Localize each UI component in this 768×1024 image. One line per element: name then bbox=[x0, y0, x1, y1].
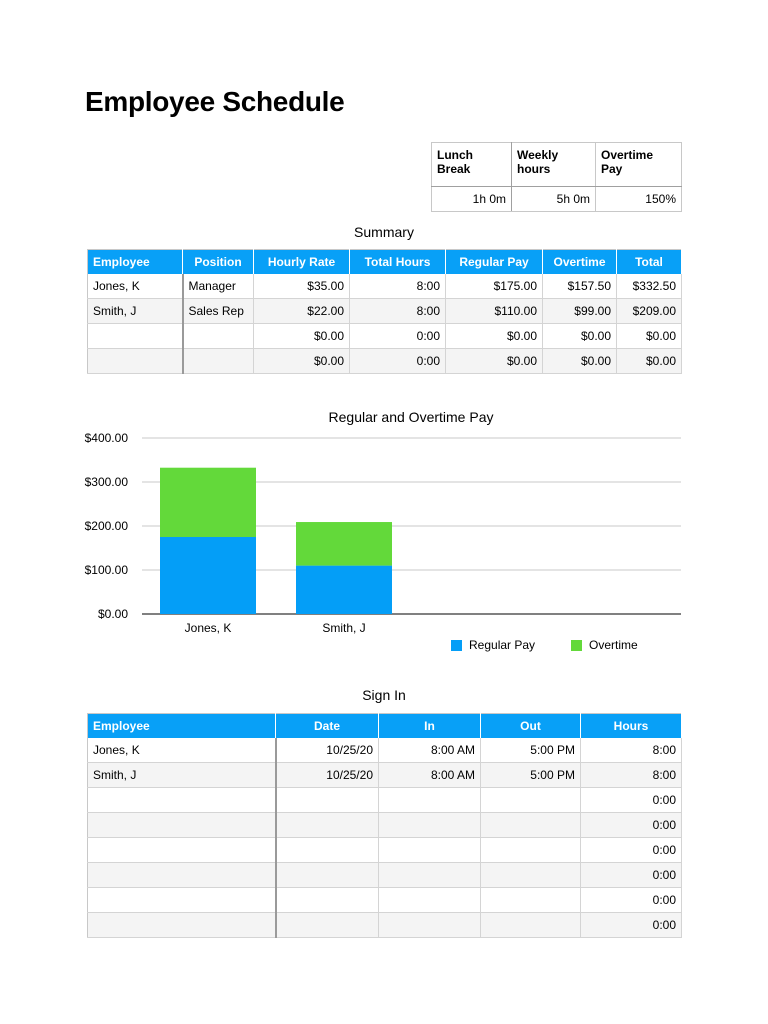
summary-header-row bbox=[88, 250, 682, 275]
y-tick-label: $0.00 bbox=[97, 607, 128, 621]
cell-overtime[interactable]: $157.50 bbox=[543, 274, 617, 299]
cell-hours[interactable]: 8:00 bbox=[581, 763, 682, 788]
cell-overtime[interactable]: $0.00 bbox=[543, 324, 617, 349]
cell-total-hours[interactable]: 8:00 bbox=[350, 299, 446, 324]
cell-out[interactable] bbox=[481, 788, 581, 813]
cell-date[interactable] bbox=[276, 888, 379, 913]
table-row bbox=[88, 763, 682, 788]
cell-employee[interactable]: Jones, K bbox=[88, 274, 183, 299]
header-overtime[interactable]: Overtime bbox=[543, 250, 617, 275]
x-tick-label: Jones, K bbox=[184, 621, 232, 635]
cell-hourly-rate[interactable]: $0.00 bbox=[254, 324, 350, 349]
weekly-hours-value[interactable]: 5h 0m bbox=[512, 187, 596, 212]
cell-in[interactable] bbox=[379, 863, 481, 888]
pay-chart bbox=[0, 400, 768, 665]
cell-employee[interactable] bbox=[88, 888, 276, 913]
signin-title: Sign In bbox=[362, 687, 406, 703]
cell-regular-pay[interactable]: $0.00 bbox=[446, 349, 543, 374]
cell-total[interactable]: $209.00 bbox=[617, 299, 682, 324]
table-row bbox=[88, 913, 682, 938]
cell-in[interactable] bbox=[379, 888, 481, 913]
cell-hourly-rate[interactable]: $0.00 bbox=[254, 349, 350, 374]
table-row bbox=[88, 888, 682, 913]
cell-out[interactable]: 5:00 PM bbox=[481, 738, 581, 763]
cell-total-hours[interactable]: 8:00 bbox=[350, 274, 446, 299]
cell-hours[interactable]: 0:00 bbox=[581, 888, 682, 913]
header-employee[interactable]: Employee bbox=[88, 714, 276, 739]
header-hours[interactable]: Hours bbox=[581, 714, 682, 739]
cell-employee[interactable] bbox=[88, 349, 183, 374]
cell-out[interactable] bbox=[481, 913, 581, 938]
table-row bbox=[88, 813, 682, 838]
cell-regular-pay[interactable]: $0.00 bbox=[446, 324, 543, 349]
header-regular-pay[interactable]: Regular Pay bbox=[446, 250, 543, 275]
cell-employee[interactable] bbox=[88, 813, 276, 838]
cell-position[interactable] bbox=[183, 324, 254, 349]
cell-out[interactable] bbox=[481, 888, 581, 913]
y-tick-label: $200.00 bbox=[84, 519, 128, 533]
table-row bbox=[88, 788, 682, 813]
summary-table bbox=[87, 249, 682, 374]
cell-total-hours[interactable]: 0:00 bbox=[350, 349, 446, 374]
summary-title: Summary bbox=[354, 224, 414, 240]
table-row bbox=[88, 299, 682, 324]
overtime-pay-value[interactable]: 150% bbox=[596, 187, 682, 212]
cell-total[interactable]: $0.00 bbox=[617, 324, 682, 349]
x-tick-label: Smith, J bbox=[322, 621, 366, 635]
lunch-break-header[interactable]: Lunch Break bbox=[432, 143, 512, 187]
chart-title: Regular and Overtime Pay bbox=[328, 409, 494, 425]
cell-regular-pay[interactable]: $110.00 bbox=[446, 299, 543, 324]
signin-header-row bbox=[88, 714, 682, 739]
table-row bbox=[88, 838, 682, 863]
cell-employee[interactable]: Smith, J bbox=[88, 299, 183, 324]
header-employee[interactable]: Employee bbox=[88, 250, 183, 275]
cell-date[interactable]: 10/25/20 bbox=[276, 738, 379, 763]
page-title: Employee Schedule bbox=[85, 86, 345, 117]
cell-position[interactable]: Sales Rep bbox=[183, 299, 254, 324]
cell-hours[interactable]: 0:00 bbox=[581, 913, 682, 938]
table-row bbox=[88, 349, 682, 374]
cell-employee[interactable] bbox=[88, 788, 276, 813]
weekly-hours-header[interactable]: Weekly hours bbox=[512, 143, 596, 187]
bar-regular-pay[interactable] bbox=[160, 537, 256, 614]
table-row bbox=[88, 738, 682, 763]
cell-date[interactable] bbox=[276, 863, 379, 888]
header-total-hours[interactable]: Total Hours bbox=[350, 250, 446, 275]
overtime-pay-header[interactable]: Overtime Pay bbox=[596, 143, 682, 187]
signin-table bbox=[87, 713, 682, 938]
cell-hourly-rate[interactable]: $35.00 bbox=[254, 274, 350, 299]
cell-total[interactable]: $332.50 bbox=[617, 274, 682, 299]
settings-table bbox=[431, 142, 682, 212]
cell-hours[interactable]: 0:00 bbox=[581, 788, 682, 813]
header-position[interactable]: Position bbox=[183, 250, 254, 275]
cell-position[interactable] bbox=[183, 349, 254, 374]
cell-in[interactable]: 8:00 AM bbox=[379, 738, 481, 763]
cell-out[interactable]: 5:00 PM bbox=[481, 763, 581, 788]
cell-employee[interactable] bbox=[88, 324, 183, 349]
y-tick-label: $300.00 bbox=[84, 475, 128, 489]
legend-label: Overtime bbox=[589, 638, 638, 652]
cell-position[interactable]: Manager bbox=[183, 274, 254, 299]
cell-out[interactable] bbox=[481, 863, 581, 888]
cell-total[interactable]: $0.00 bbox=[617, 349, 682, 374]
cell-overtime[interactable]: $0.00 bbox=[543, 349, 617, 374]
bar-overtime[interactable] bbox=[160, 468, 256, 537]
y-tick-label: $400.00 bbox=[84, 431, 128, 445]
cell-employee[interactable]: Jones, K bbox=[88, 738, 276, 763]
cell-in[interactable] bbox=[379, 838, 481, 863]
bar-overtime[interactable] bbox=[296, 522, 392, 566]
cell-hours[interactable]: 8:00 bbox=[581, 738, 682, 763]
legend-swatch bbox=[451, 640, 462, 651]
cell-total-hours[interactable]: 0:00 bbox=[350, 324, 446, 349]
cell-employee[interactable] bbox=[88, 913, 276, 938]
legend-swatch bbox=[571, 640, 582, 651]
lunch-break-value[interactable]: 1h 0m bbox=[432, 187, 512, 212]
cell-regular-pay[interactable]: $175.00 bbox=[446, 274, 543, 299]
cell-in[interactable] bbox=[379, 788, 481, 813]
cell-date[interactable] bbox=[276, 913, 379, 938]
table-row bbox=[88, 274, 682, 299]
cell-out[interactable] bbox=[481, 838, 581, 863]
cell-in[interactable] bbox=[379, 813, 481, 838]
cell-in[interactable]: 8:00 AM bbox=[379, 763, 481, 788]
cell-out[interactable] bbox=[481, 813, 581, 838]
legend-label: Regular Pay bbox=[469, 638, 536, 652]
cell-overtime[interactable]: $99.00 bbox=[543, 299, 617, 324]
cell-employee[interactable] bbox=[88, 838, 276, 863]
cell-in[interactable] bbox=[379, 913, 481, 938]
table-row bbox=[88, 863, 682, 888]
cell-employee[interactable] bbox=[88, 863, 276, 888]
cell-hours[interactable]: 0:00 bbox=[581, 863, 682, 888]
cell-date[interactable] bbox=[276, 813, 379, 838]
header-in[interactable]: In bbox=[379, 714, 481, 739]
cell-employee[interactable]: Smith, J bbox=[88, 763, 276, 788]
bar-regular-pay[interactable] bbox=[296, 566, 392, 614]
table-row bbox=[88, 324, 682, 349]
y-tick-label: $100.00 bbox=[84, 563, 128, 577]
header-date[interactable]: Date bbox=[276, 714, 379, 739]
cell-date[interactable] bbox=[276, 838, 379, 863]
cell-date[interactable] bbox=[276, 788, 379, 813]
cell-hourly-rate[interactable]: $22.00 bbox=[254, 299, 350, 324]
cell-hours[interactable]: 0:00 bbox=[581, 813, 682, 838]
cell-date[interactable]: 10/25/20 bbox=[276, 763, 379, 788]
header-out[interactable]: Out bbox=[481, 714, 581, 739]
header-total[interactable]: Total bbox=[617, 250, 682, 275]
cell-hours[interactable]: 0:00 bbox=[581, 838, 682, 863]
header-hourly-rate[interactable]: Hourly Rate bbox=[254, 250, 350, 275]
